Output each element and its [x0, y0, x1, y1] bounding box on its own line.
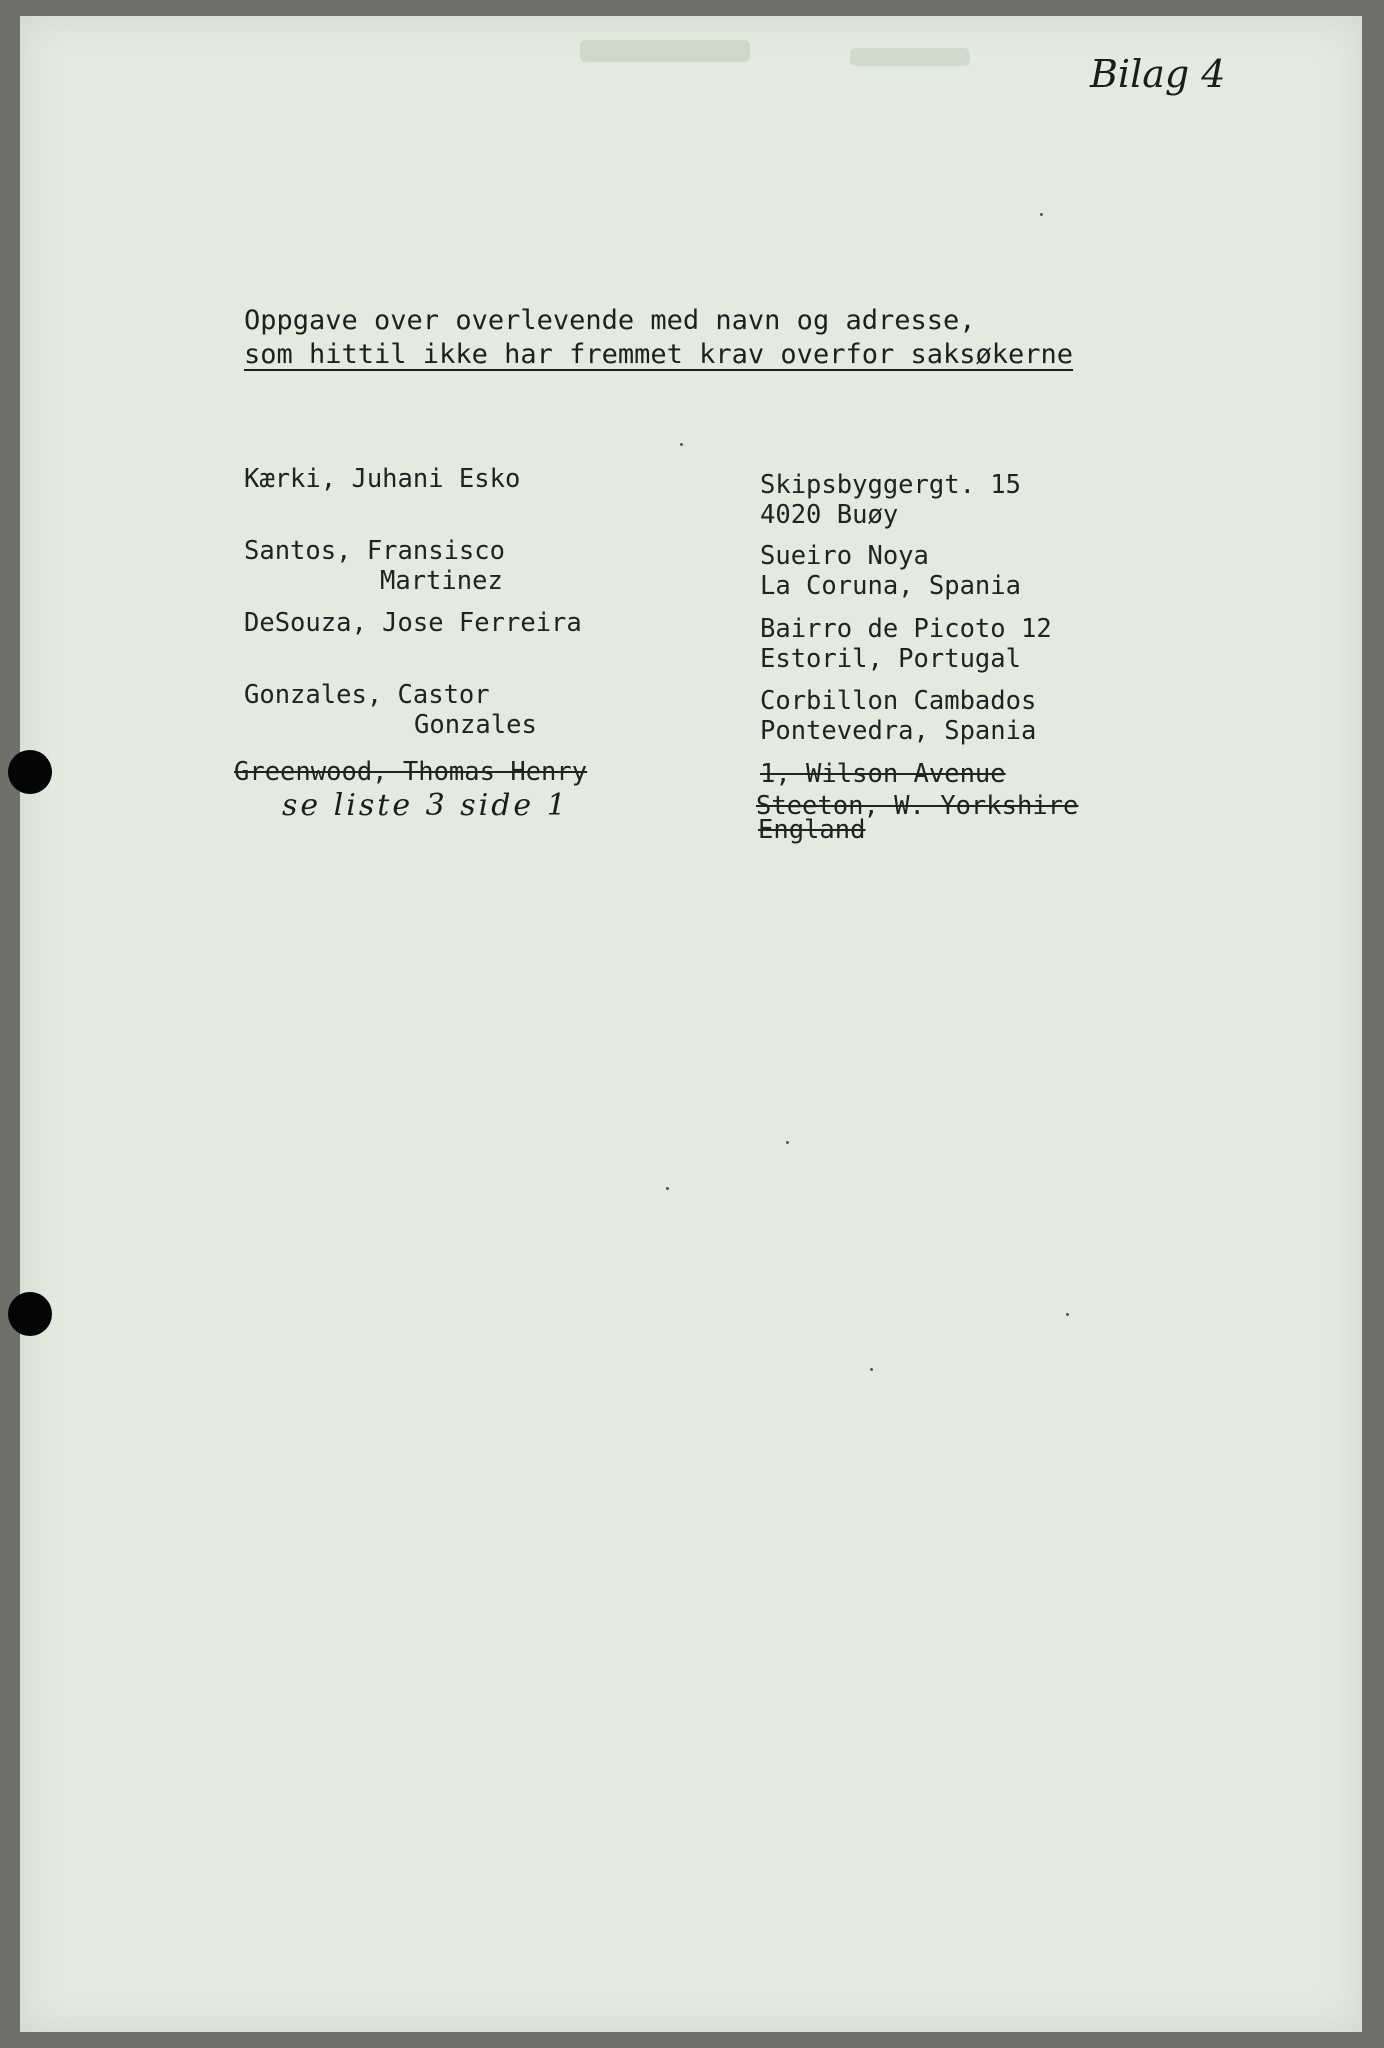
heading-line-1: Oppgave over overlevende med navn og adresse,: [244, 305, 976, 336]
scan-artifact: [580, 40, 750, 62]
entry-name: Kærki, Juhani Esko: [244, 464, 521, 494]
entry-address-line-2: La Coruna, Spania: [760, 571, 1021, 601]
struck-entry-address-line-2: Steeton, W. Yorkshire: [756, 791, 1079, 821]
entry-address-line-2: 4020 Buøy: [760, 500, 899, 530]
scan-speck: [666, 1187, 669, 1190]
punch-hole-lower: [8, 1292, 52, 1336]
scan-artifact: [850, 48, 970, 66]
entry-name: Gonzales, Castor: [244, 680, 490, 710]
punch-hole-upper: [8, 750, 52, 794]
bilag-annotation: Bilag 4: [1090, 52, 1226, 96]
document-heading: [244, 304, 1073, 372]
entry-name: Santos, Fransisco: [244, 536, 505, 566]
entry-address-line-1: Corbillon Cambados: [760, 686, 1037, 716]
entry-name-continued: Gonzales: [414, 710, 537, 740]
heading-line-2: som hittil ikke har fremmet krav overfor saksøkerne: [244, 339, 1074, 370]
scan-speck: [680, 443, 683, 446]
entry-address-line-1: Sueiro Noya: [760, 541, 929, 571]
scan-speck: [786, 1141, 789, 1144]
scan-speck: [1066, 1313, 1069, 1316]
entry-name: DeSouza, Jose Ferreira: [244, 608, 582, 638]
struck-entry-address-line-3: England: [758, 815, 866, 845]
scan-speck: [870, 1368, 873, 1371]
entry-address-line-2: Estoril, Portugal: [760, 644, 1021, 674]
struck-entry-address-line-1: 1, Wilson Avenue: [760, 759, 1006, 789]
entry-address-line-2: Pontevedra, Spania: [760, 716, 1037, 746]
entry-address-line-1: Skipsbyggergt. 15: [760, 470, 1021, 500]
struck-entry-name: Greenwood, Thomas Henry: [234, 757, 588, 787]
scan-speck: [1040, 213, 1043, 216]
entry-name-continued: Martinez: [380, 566, 503, 596]
handwritten-reference-note: se liste 3 side 1: [282, 788, 569, 823]
entry-address-line-1: Bairro de Picoto 12: [760, 614, 1052, 644]
